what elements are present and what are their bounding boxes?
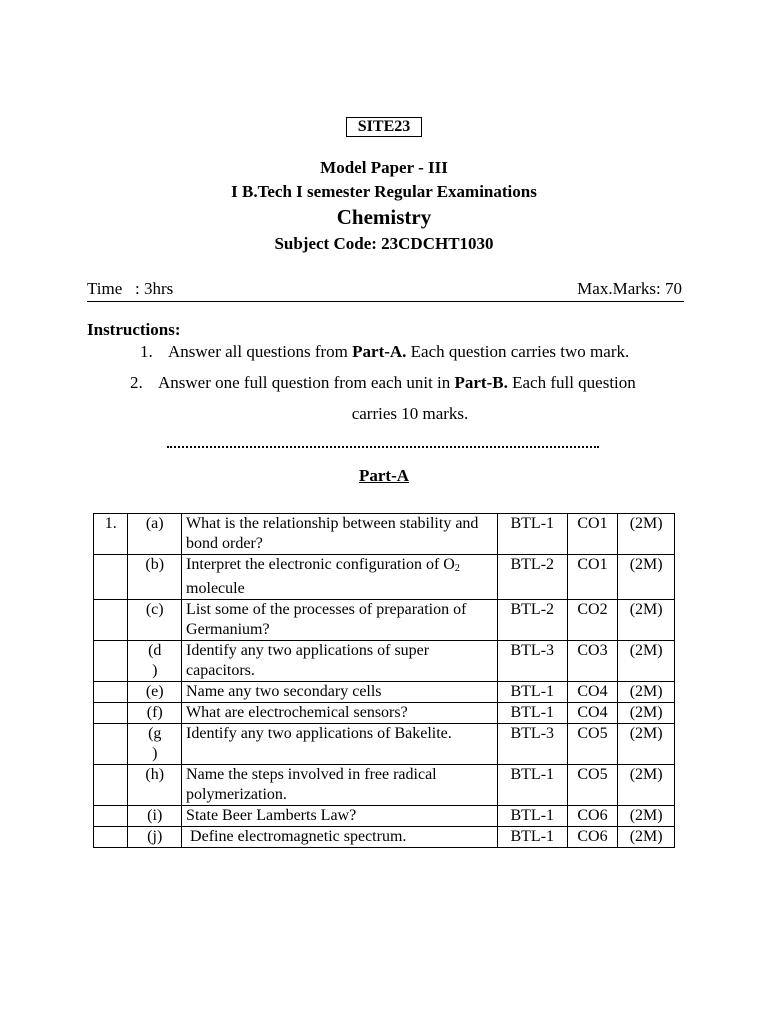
sub-question-label: (f) xyxy=(128,703,182,724)
part-a-heading: Part-A xyxy=(358,466,410,485)
instructions-title: Instructions: xyxy=(87,320,181,339)
course-outcome: CO6 xyxy=(567,827,618,848)
sub-question-label: (e) xyxy=(128,682,182,703)
instruction-bold: Part-B. xyxy=(454,373,508,392)
btl-level: BTL-1 xyxy=(497,827,567,848)
course-outcome: CO4 xyxy=(567,682,618,703)
question-marks: (2M) xyxy=(618,724,675,765)
question-text: Name any two secondary cells xyxy=(182,682,498,703)
btl-level: BTL-1 xyxy=(497,703,567,724)
part-a-question-table xyxy=(93,513,675,848)
sub-question-label: (h) xyxy=(128,765,182,806)
question-text: Identify any two applications of super capacitors. xyxy=(182,641,498,682)
question-text-part: Interpret the electronic configuration of O xyxy=(186,556,455,573)
question-text: Identify any two applications of Bakelite. xyxy=(182,724,498,765)
question-marks: (2M) xyxy=(618,806,675,827)
btl-level: BTL-1 xyxy=(497,514,567,555)
instruction-bold: Part-A. xyxy=(352,342,407,361)
question-text: Name the steps involved in free radical polymerization. xyxy=(182,765,498,806)
sub-question-label: (j) xyxy=(128,827,182,848)
question-number: 1. xyxy=(94,514,128,555)
question-marks: (2M) xyxy=(618,682,675,703)
question-marks: (2M) xyxy=(618,703,675,724)
question-text: List some of the processes of preparation of Germanium? xyxy=(182,600,498,641)
course-outcome: CO1 xyxy=(567,555,618,600)
btl-level: BTL-1 xyxy=(497,682,567,703)
question-text: State Beer Lamberts Law? xyxy=(182,806,498,827)
question-text xyxy=(182,555,498,600)
course-outcome: CO1 xyxy=(567,514,618,555)
question-text: What are electrochemical sensors? xyxy=(182,703,498,724)
question-text-part: molecule xyxy=(186,580,245,597)
question-number xyxy=(94,641,128,682)
subject-title: Chemistry xyxy=(336,205,432,229)
instruction-item-2-continued: carries 10 marks. xyxy=(351,404,469,423)
question-number xyxy=(94,600,128,641)
instruction-text: Answer all questions from xyxy=(168,342,353,361)
table-row xyxy=(94,641,675,682)
btl-level: BTL-3 xyxy=(497,724,567,765)
question-marks: (2M) xyxy=(618,600,675,641)
exam-time: Time : 3hrs xyxy=(87,279,174,298)
table-row xyxy=(94,682,675,703)
exam-name: I B.Tech I semester Regular Examinations xyxy=(231,182,537,201)
question-number xyxy=(94,806,128,827)
course-outcome: CO3 xyxy=(567,641,618,682)
course-outcome: CO2 xyxy=(567,600,618,641)
question-number xyxy=(94,827,128,848)
sub-question-label: (g ) xyxy=(128,724,182,765)
table-row xyxy=(94,827,675,848)
question-marks: (2M) xyxy=(618,827,675,848)
question-marks: (2M) xyxy=(618,514,675,555)
question-text: Define electromagnetic spectrum. xyxy=(182,827,498,848)
btl-level: BTL-3 xyxy=(497,641,567,682)
sub-question-label: (b) xyxy=(128,555,182,600)
table-row xyxy=(94,555,675,600)
btl-level: BTL-2 xyxy=(497,600,567,641)
instruction-number: 1. xyxy=(140,342,153,361)
table-row xyxy=(94,724,675,765)
sub-question-label: (a) xyxy=(128,514,182,555)
subscript: 2 xyxy=(454,563,460,574)
question-number xyxy=(94,703,128,724)
sub-question-label: (i) xyxy=(128,806,182,827)
question-number xyxy=(94,682,128,703)
dotted-separator xyxy=(167,446,599,448)
time-marks-row xyxy=(87,279,684,302)
course-outcome: CO4 xyxy=(567,703,618,724)
table-row xyxy=(94,703,675,724)
question-marks: (2M) xyxy=(618,765,675,806)
table-row xyxy=(94,600,675,641)
question-number xyxy=(94,555,128,600)
course-outcome: CO5 xyxy=(567,724,618,765)
model-paper-title: Model Paper - III xyxy=(320,158,448,177)
question-number xyxy=(94,765,128,806)
instruction-item-2 xyxy=(130,373,636,393)
site-code-box: SITE23 xyxy=(346,117,422,137)
instruction-item-1 xyxy=(140,342,629,362)
instruction-text: Each full question xyxy=(507,373,636,392)
table-row xyxy=(94,765,675,806)
instruction-text: Each question carries two mark. xyxy=(406,342,630,361)
course-outcome: CO5 xyxy=(567,765,618,806)
btl-level: BTL-2 xyxy=(497,555,567,600)
sub-question-label: (d ) xyxy=(128,641,182,682)
question-marks: (2M) xyxy=(618,555,675,600)
subject-code: Subject Code: 23CDCHT1030 xyxy=(274,234,494,253)
question-marks: (2M) xyxy=(618,641,675,682)
btl-level: BTL-1 xyxy=(497,806,567,827)
max-marks: Max.Marks: 70 xyxy=(577,279,682,298)
question-number xyxy=(94,724,128,765)
sub-question-label: (c) xyxy=(128,600,182,641)
instruction-number: 2. xyxy=(130,373,143,392)
question-text: What is the relationship between stability and bond order? xyxy=(182,514,498,555)
table-row xyxy=(94,806,675,827)
btl-level: BTL-1 xyxy=(497,765,567,806)
instruction-text: Answer one full question from each unit in xyxy=(158,373,455,392)
table-row xyxy=(94,514,675,555)
course-outcome: CO6 xyxy=(567,806,618,827)
